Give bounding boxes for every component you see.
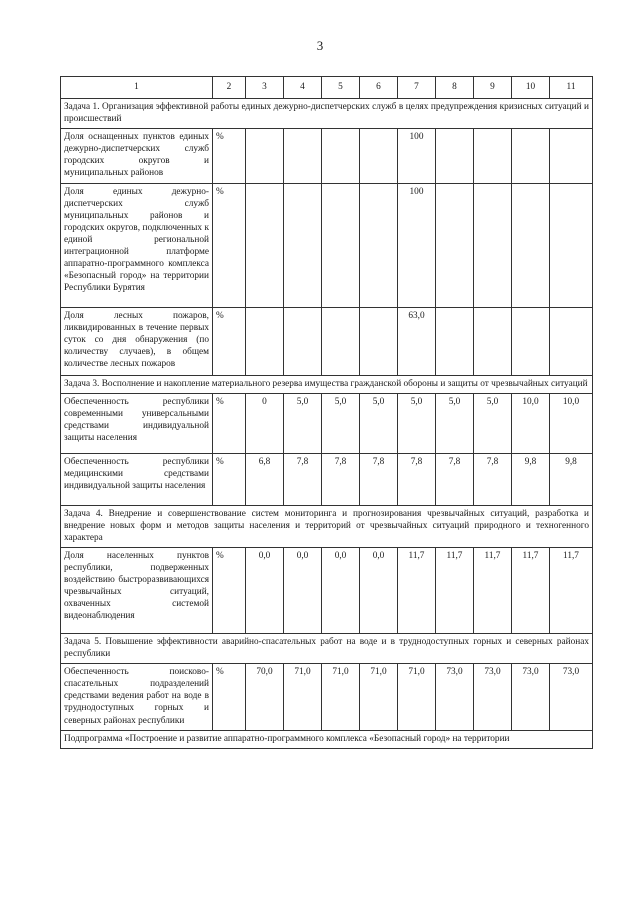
- column-header: 8: [436, 77, 474, 99]
- value-cell: [284, 307, 322, 375]
- value-cell: 0,0: [322, 547, 360, 633]
- value-cell: [550, 129, 593, 183]
- value-cell: [436, 183, 474, 307]
- value-cell: 100: [398, 129, 436, 183]
- section-row: [61, 99, 593, 129]
- column-header: 3: [246, 77, 284, 99]
- section-title: Задача 4. Внедрение и совершенствование систем мониторинга и прогнозирования чрезвычайных ситуаций, разработка и внедрение новых форм и методов защиты населения и территорий от чрезвычайных ситуаций природного и техногенного характера: [61, 505, 593, 547]
- value-cell: 5,0: [322, 393, 360, 453]
- value-cell: 7,8: [436, 453, 474, 505]
- indicator-name: Обеспеченность поисково-спасательных подразделений средствами ведения работ на воде в труднодоступных горных и северных районах республики: [61, 664, 213, 730]
- unit-cell: %: [213, 453, 246, 505]
- value-cell: 5,0: [360, 393, 398, 453]
- value-cell: [512, 129, 550, 183]
- section-title: Задача 5. Повышение эффективности аварийно-спасательных работ на воде и в труднодоступных горных и северных районах республики: [61, 633, 593, 663]
- unit-cell: %: [213, 547, 246, 633]
- unit-cell: %: [213, 664, 246, 730]
- value-cell: 6,8: [246, 453, 284, 505]
- value-cell: 0: [246, 393, 284, 453]
- section-title: Задача 3. Восполнение и накопление материального резерва имущества гражданской обороны и защиты от чрезвычайных ситуаций: [61, 375, 593, 393]
- value-cell: [360, 307, 398, 375]
- value-cell: 11,7: [436, 547, 474, 633]
- section-title: Задача 1. Организация эффективной работы единых дежурно-диспетчерских служб в целях предупреждения кризисных ситуаций и происшествий: [61, 99, 593, 129]
- column-header: 10: [512, 77, 550, 99]
- value-cell: 71,0: [284, 664, 322, 730]
- value-cell: 0,0: [284, 547, 322, 633]
- value-cell: 5,0: [284, 393, 322, 453]
- indicators-table: [60, 76, 593, 749]
- value-cell: [474, 183, 512, 307]
- value-cell: [436, 307, 474, 375]
- value-cell: [436, 129, 474, 183]
- column-header: 4: [284, 77, 322, 99]
- indicator-name: Доля единых дежурно-диспетчерских служб муниципальных районов и городских округов, подключенных к единой региональной интеграционной платформе аппаратно-программного комплекса «Безопасный город» на территории Республики Бурятия: [61, 183, 213, 307]
- value-cell: [322, 129, 360, 183]
- value-cell: [246, 183, 284, 307]
- column-header: 7: [398, 77, 436, 99]
- section-title: Подпрограмма «Построение и развитие аппаратно-программного комплекса «Безопасный город» на территории: [61, 730, 593, 748]
- value-cell: [512, 183, 550, 307]
- section-row: [61, 375, 593, 393]
- indicator-row: [61, 393, 593, 453]
- indicator-row: [61, 183, 593, 307]
- indicator-row: [61, 307, 593, 375]
- value-cell: 70,0: [246, 664, 284, 730]
- value-cell: [550, 307, 593, 375]
- value-cell: 10,0: [550, 393, 593, 453]
- value-cell: [246, 307, 284, 375]
- unit-cell: %: [213, 393, 246, 453]
- value-cell: 63,0: [398, 307, 436, 375]
- column-header: 6: [360, 77, 398, 99]
- value-cell: 73,0: [436, 664, 474, 730]
- value-cell: 7,8: [398, 453, 436, 505]
- unit-cell: %: [213, 129, 246, 183]
- unit-cell: %: [213, 307, 246, 375]
- indicator-name: Доля лесных пожаров, ликвидированных в течение первых суток со дня обнаружения (по количеству случаев), в общем количестве лесных пожаров: [61, 307, 213, 375]
- value-cell: [550, 183, 593, 307]
- value-cell: 73,0: [474, 664, 512, 730]
- indicator-row: [61, 129, 593, 183]
- value-cell: 9,8: [550, 453, 593, 505]
- indicator-name: Обеспеченность республики медицинскими средствами индивидуальной защиты населения: [61, 453, 213, 505]
- section-row: [61, 633, 593, 663]
- value-cell: [284, 183, 322, 307]
- value-cell: [512, 307, 550, 375]
- page-number: 3: [316, 38, 324, 53]
- value-cell: 5,0: [474, 393, 512, 453]
- indicator-name: Доля населенных пунктов республики, подверженных воздействию быстроразвивающихся чрезвычайных ситуаций, охваченных системой видеонаблюдения: [61, 547, 213, 633]
- value-cell: 11,7: [474, 547, 512, 633]
- unit-cell: %: [213, 183, 246, 307]
- column-header: 2: [213, 77, 246, 99]
- column-header: 1: [61, 77, 213, 99]
- value-cell: [322, 307, 360, 375]
- value-cell: 73,0: [512, 664, 550, 730]
- value-cell: 5,0: [436, 393, 474, 453]
- indicator-row: [61, 453, 593, 505]
- value-cell: 71,0: [322, 664, 360, 730]
- indicator-name: Обеспеченность республики современными универсальными средствами индивидуальной защиты населения: [61, 393, 213, 453]
- value-cell: 5,0: [398, 393, 436, 453]
- value-cell: 7,8: [360, 453, 398, 505]
- column-header: 9: [474, 77, 512, 99]
- value-cell: 71,0: [360, 664, 398, 730]
- section-row: [61, 730, 593, 748]
- value-cell: [474, 307, 512, 375]
- value-cell: 9,8: [512, 453, 550, 505]
- value-cell: 11,7: [550, 547, 593, 633]
- value-cell: [284, 129, 322, 183]
- value-cell: 7,8: [474, 453, 512, 505]
- value-cell: 73,0: [550, 664, 593, 730]
- indicator-row: [61, 547, 593, 633]
- header-row: [61, 77, 593, 99]
- value-cell: [246, 129, 284, 183]
- value-cell: 7,8: [322, 453, 360, 505]
- value-cell: [322, 183, 360, 307]
- value-cell: 0,0: [360, 547, 398, 633]
- value-cell: 0,0: [246, 547, 284, 633]
- value-cell: 7,8: [284, 453, 322, 505]
- value-cell: 10,0: [512, 393, 550, 453]
- value-cell: [474, 129, 512, 183]
- value-cell: 11,7: [398, 547, 436, 633]
- column-header: 11: [550, 77, 593, 99]
- indicator-name: Доля оснащенных пунктов единых дежурно-диспетчерских служб городских округов и муниципальных районов: [61, 129, 213, 183]
- column-header: 5: [322, 77, 360, 99]
- value-cell: 71,0: [398, 664, 436, 730]
- value-cell: 100: [398, 183, 436, 307]
- value-cell: [360, 129, 398, 183]
- section-row: [61, 505, 593, 547]
- value-cell: [360, 183, 398, 307]
- indicator-row: [61, 664, 593, 730]
- value-cell: 11,7: [512, 547, 550, 633]
